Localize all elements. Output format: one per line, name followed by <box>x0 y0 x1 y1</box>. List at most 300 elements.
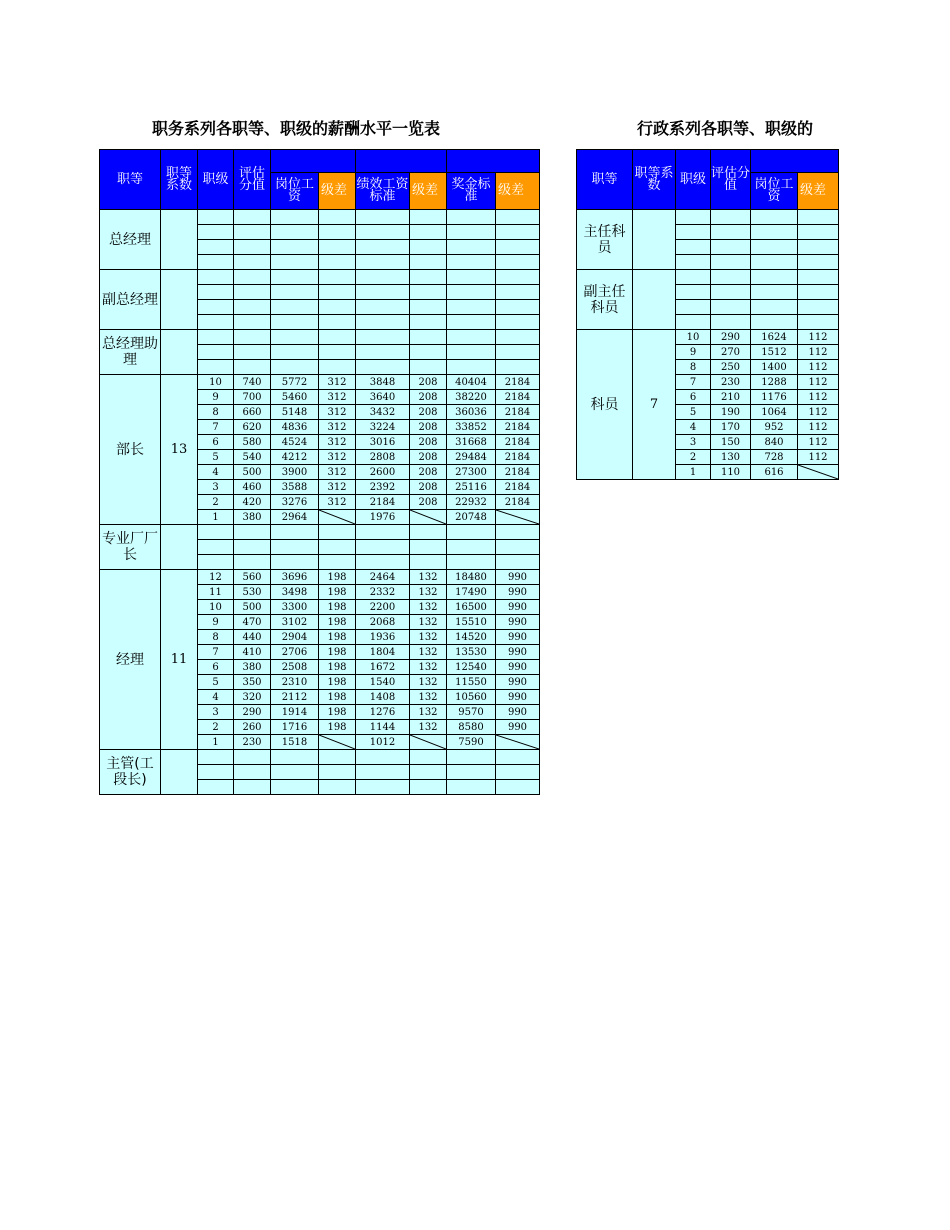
table-cell: 990 <box>496 690 540 705</box>
table-cell: 9570 <box>447 705 496 720</box>
table-cell <box>319 780 356 795</box>
table-cell <box>410 345 447 360</box>
diagonal-slash-icon <box>410 510 446 524</box>
table-cell: 2184 <box>496 495 540 510</box>
table-cell: 31668 <box>447 435 496 450</box>
table-cell: 132 <box>410 585 447 600</box>
table-cell: 1716 <box>271 720 319 735</box>
table-cell <box>410 270 447 285</box>
table-cell: 20748 <box>447 510 496 525</box>
table-cell: 112 <box>798 450 839 465</box>
table-cell <box>676 300 711 315</box>
table-cell: 2068 <box>356 615 410 630</box>
table-cell: 2332 <box>356 585 410 600</box>
table-cell <box>447 360 496 375</box>
header-perf-group <box>356 150 447 173</box>
table-cell: 1914 <box>271 705 319 720</box>
table-cell: 210 <box>711 390 751 405</box>
table-cell: 198 <box>319 675 356 690</box>
table-cell: 15510 <box>447 615 496 630</box>
table-cell: 198 <box>319 705 356 720</box>
table-cell <box>319 765 356 780</box>
table-cell: 112 <box>798 360 839 375</box>
table-cell: 1804 <box>356 645 410 660</box>
table-cell <box>356 345 410 360</box>
header-post-diff: 级差 <box>798 173 839 210</box>
table-cell: 1408 <box>356 690 410 705</box>
table-cell <box>798 210 839 225</box>
table-cell <box>447 345 496 360</box>
table-cell: 1540 <box>356 675 410 690</box>
table-cell: 1012 <box>356 735 410 750</box>
table-cell: 9 <box>198 615 234 630</box>
table-cell: 198 <box>319 570 356 585</box>
grade-name-cell: 总经理助理 <box>100 330 161 375</box>
grade-coef-cell: 7 <box>633 330 676 480</box>
table-cell: 312 <box>319 375 356 390</box>
table-cell: 2392 <box>356 480 410 495</box>
table-cell: 132 <box>410 660 447 675</box>
table-cell: 312 <box>319 495 356 510</box>
table-cell <box>751 255 798 270</box>
table-cell <box>751 300 798 315</box>
table-cell <box>410 285 447 300</box>
table-cell <box>447 765 496 780</box>
table-cell: 270 <box>711 345 751 360</box>
grade-coef-cell <box>161 210 198 270</box>
header-post-group <box>751 150 839 173</box>
table-cell <box>447 240 496 255</box>
table-cell <box>447 210 496 225</box>
table-cell: 3276 <box>271 495 319 510</box>
table-cell <box>410 225 447 240</box>
table-cell <box>234 240 271 255</box>
table-cell: 990 <box>496 645 540 660</box>
grade-coef-cell <box>161 330 198 375</box>
table-cell: 616 <box>751 465 798 480</box>
table-cell <box>751 270 798 285</box>
table-cell: 580 <box>234 435 271 450</box>
table-cell: 6 <box>198 435 234 450</box>
table-cell <box>798 240 839 255</box>
grade-coef-cell <box>161 750 198 795</box>
table-cell <box>234 525 271 540</box>
table-cell <box>751 315 798 330</box>
table-cell <box>198 330 234 345</box>
table-cell <box>711 315 751 330</box>
grade-coef-cell <box>161 270 198 330</box>
table-cell: 112 <box>798 330 839 345</box>
table-cell <box>234 225 271 240</box>
header-post-group <box>271 150 356 173</box>
diagonal-slash-icon <box>319 735 355 749</box>
header-bonus-group <box>447 150 540 173</box>
table-cell <box>711 210 751 225</box>
table-cell: 2184 <box>496 375 540 390</box>
table-cell <box>410 765 447 780</box>
table-cell: 208 <box>410 405 447 420</box>
table-cell <box>410 780 447 795</box>
table-cell: 198 <box>319 690 356 705</box>
table-cell: 2184 <box>496 450 540 465</box>
table-cell <box>496 240 540 255</box>
table-cell: 990 <box>496 630 540 645</box>
table-cell: 230 <box>711 375 751 390</box>
table-cell: 132 <box>410 630 447 645</box>
table-cell: 198 <box>319 630 356 645</box>
table-cell: 17490 <box>447 585 496 600</box>
table-cell: 2964 <box>271 510 319 525</box>
table-cell <box>234 210 271 225</box>
table-cell: 14520 <box>447 630 496 645</box>
diagonal-slash-icon <box>798 465 838 479</box>
table-cell <box>410 330 447 345</box>
header-post-wage: 岗位工资 <box>751 173 798 210</box>
table-cell: 150 <box>711 435 751 450</box>
table-cell <box>234 315 271 330</box>
table-cell <box>496 255 540 270</box>
header-grade: 职等 <box>100 150 161 210</box>
table-cell <box>496 345 540 360</box>
header-level: 职级 <box>676 150 711 210</box>
table-cell <box>319 285 356 300</box>
table-cell <box>271 525 319 540</box>
table-cell <box>234 270 271 285</box>
table-cell <box>410 525 447 540</box>
table-cell: 112 <box>798 420 839 435</box>
table-cell <box>798 255 839 270</box>
table-cell <box>410 360 447 375</box>
grade-name-cell: 经理 <box>100 570 161 750</box>
table-cell: 700 <box>234 390 271 405</box>
table-cell <box>198 780 234 795</box>
table-cell <box>271 300 319 315</box>
table-cell: 2808 <box>356 450 410 465</box>
table-cell <box>496 735 540 750</box>
table-cell <box>271 765 319 780</box>
table-cell <box>798 225 839 240</box>
table-row <box>100 750 540 765</box>
table-cell: 380 <box>234 660 271 675</box>
table-cell <box>410 240 447 255</box>
table-cell: 3848 <box>356 375 410 390</box>
table-cell <box>410 315 447 330</box>
table-cell <box>198 285 234 300</box>
table-cell <box>410 555 447 570</box>
table-cell <box>319 345 356 360</box>
table-cell: 3432 <box>356 405 410 420</box>
diagonal-slash-icon <box>410 735 446 749</box>
grade-name-cell: 副总经理 <box>100 270 161 330</box>
grade-name-cell: 科员 <box>577 330 633 480</box>
table-cell: 132 <box>410 675 447 690</box>
table-cell <box>356 210 410 225</box>
table-cell: 990 <box>496 660 540 675</box>
table-cell <box>676 270 711 285</box>
table-cell <box>711 285 751 300</box>
grade-name-cell: 总经理 <box>100 210 161 270</box>
table-cell: 250 <box>711 360 751 375</box>
table-cell: 25116 <box>447 480 496 495</box>
grade-name-cell: 部长 <box>100 375 161 525</box>
table-cell: 312 <box>319 420 356 435</box>
table-cell <box>271 225 319 240</box>
table-cell: 8 <box>676 360 711 375</box>
table-cell: 1288 <box>751 375 798 390</box>
table-cell <box>676 225 711 240</box>
table-cell <box>496 510 540 525</box>
table-cell: 2 <box>676 450 711 465</box>
table-cell <box>198 765 234 780</box>
table-cell <box>234 780 271 795</box>
table-cell: 3102 <box>271 615 319 630</box>
table-cell: 8 <box>198 405 234 420</box>
table-cell: 38220 <box>447 390 496 405</box>
table-cell: 112 <box>798 435 839 450</box>
header-grade: 职等 <box>577 150 633 210</box>
table-cell: 1976 <box>356 510 410 525</box>
left-table-title: 职务系列各职等、职级的薪酬水平一览表 <box>152 119 441 138</box>
table-cell <box>496 285 540 300</box>
table-cell: 1518 <box>271 735 319 750</box>
table-cell <box>410 735 447 750</box>
table-cell: 290 <box>234 705 271 720</box>
table-cell: 500 <box>234 600 271 615</box>
table-cell <box>198 300 234 315</box>
table-cell <box>198 750 234 765</box>
table-cell: 5460 <box>271 390 319 405</box>
table-cell: 16500 <box>447 600 496 615</box>
table-cell <box>496 210 540 225</box>
table-cell: 952 <box>751 420 798 435</box>
table-cell: 132 <box>410 720 447 735</box>
table-cell <box>319 750 356 765</box>
table-cell <box>751 225 798 240</box>
table-cell: 2508 <box>271 660 319 675</box>
table-cell: 2184 <box>356 495 410 510</box>
table-cell: 320 <box>234 690 271 705</box>
table-cell: 840 <box>751 435 798 450</box>
table-cell <box>319 300 356 315</box>
table-cell: 3 <box>198 705 234 720</box>
table-cell <box>271 240 319 255</box>
table-cell: 540 <box>234 450 271 465</box>
table-cell <box>447 330 496 345</box>
table-cell <box>271 330 319 345</box>
table-cell: 312 <box>319 405 356 420</box>
table-cell: 4524 <box>271 435 319 450</box>
table-cell <box>496 330 540 345</box>
table-cell: 1176 <box>751 390 798 405</box>
table-cell <box>271 555 319 570</box>
table-cell <box>447 555 496 570</box>
table-cell: 380 <box>234 510 271 525</box>
table-cell: 5 <box>198 675 234 690</box>
table-cell <box>410 540 447 555</box>
table-cell <box>496 270 540 285</box>
diagonal-slash-icon <box>319 510 355 524</box>
table-cell: 1400 <box>751 360 798 375</box>
table-cell: 8 <box>198 630 234 645</box>
table-row <box>100 210 540 225</box>
table-cell <box>234 300 271 315</box>
table-cell <box>319 210 356 225</box>
table-cell <box>271 210 319 225</box>
table-cell: 2310 <box>271 675 319 690</box>
table-cell: 4 <box>198 690 234 705</box>
table-cell: 198 <box>319 720 356 735</box>
table-cell <box>271 285 319 300</box>
table-cell: 1672 <box>356 660 410 675</box>
table-cell <box>356 525 410 540</box>
table-cell: 190 <box>711 405 751 420</box>
admin-series-salary-table <box>576 149 839 480</box>
table-cell: 3588 <box>271 480 319 495</box>
table-cell <box>447 300 496 315</box>
table-cell <box>271 315 319 330</box>
table-cell <box>198 270 234 285</box>
table-cell <box>198 540 234 555</box>
table-cell: 990 <box>496 600 540 615</box>
table-cell <box>676 210 711 225</box>
table-cell: 460 <box>234 480 271 495</box>
table-cell <box>319 510 356 525</box>
table-cell: 290 <box>711 330 751 345</box>
table-cell: 198 <box>319 645 356 660</box>
table-cell <box>356 780 410 795</box>
table-cell: 198 <box>319 585 356 600</box>
header-perf: 绩效工资标准 <box>356 173 410 210</box>
table-cell <box>496 750 540 765</box>
table-cell: 3696 <box>271 570 319 585</box>
table-cell: 2184 <box>496 465 540 480</box>
table-cell: 990 <box>496 675 540 690</box>
table-cell <box>198 225 234 240</box>
table-cell <box>410 255 447 270</box>
table-cell <box>356 330 410 345</box>
table-cell <box>496 765 540 780</box>
table-cell: 11550 <box>447 675 496 690</box>
table-cell <box>271 750 319 765</box>
table-cell: 4212 <box>271 450 319 465</box>
table-cell <box>496 300 540 315</box>
table-cell <box>496 525 540 540</box>
table-cell: 132 <box>410 570 447 585</box>
table-cell: 2600 <box>356 465 410 480</box>
table-cell: 3016 <box>356 435 410 450</box>
table-cell <box>798 315 839 330</box>
table-cell <box>271 360 319 375</box>
table-cell: 8580 <box>447 720 496 735</box>
table-cell: 198 <box>319 615 356 630</box>
table-cell <box>356 240 410 255</box>
table-cell: 2184 <box>496 405 540 420</box>
table-cell <box>198 345 234 360</box>
table-cell <box>447 780 496 795</box>
table-cell <box>234 765 271 780</box>
table-cell: 1624 <box>751 330 798 345</box>
table-cell: 1 <box>198 735 234 750</box>
table-cell: 7 <box>676 375 711 390</box>
table-cell: 2464 <box>356 570 410 585</box>
table-cell <box>198 315 234 330</box>
table-cell: 410 <box>234 645 271 660</box>
table-cell <box>234 540 271 555</box>
table-cell <box>234 330 271 345</box>
table-cell <box>319 315 356 330</box>
table-cell: 12540 <box>447 660 496 675</box>
table-cell: 440 <box>234 630 271 645</box>
table-cell <box>447 540 496 555</box>
table-cell <box>198 255 234 270</box>
table-cell: 9 <box>676 345 711 360</box>
table-cell <box>711 300 751 315</box>
table-cell <box>198 360 234 375</box>
table-cell <box>447 255 496 270</box>
table-cell <box>447 285 496 300</box>
diagonal-slash-icon <box>496 735 539 749</box>
table-cell <box>234 555 271 570</box>
table-cell: 312 <box>319 465 356 480</box>
table-cell <box>447 315 496 330</box>
table-cell: 2 <box>198 720 234 735</box>
table-cell: 1512 <box>751 345 798 360</box>
table-cell: 33852 <box>447 420 496 435</box>
table-cell: 22932 <box>447 495 496 510</box>
grade-name-cell: 专业厂厂长 <box>100 525 161 570</box>
table-cell: 1144 <box>356 720 410 735</box>
table-cell <box>356 270 410 285</box>
header-eval: 评估分值 <box>234 150 271 210</box>
table-row <box>100 330 540 345</box>
table-cell <box>356 315 410 330</box>
table-cell: 3640 <box>356 390 410 405</box>
diagonal-slash-icon <box>496 510 539 524</box>
table-cell: 18480 <box>447 570 496 585</box>
table-cell: 350 <box>234 675 271 690</box>
table-cell: 990 <box>496 570 540 585</box>
header-post-diff: 级差 <box>319 173 356 210</box>
table-cell: 1 <box>198 510 234 525</box>
table-cell: 2200 <box>356 600 410 615</box>
table-row <box>100 270 540 285</box>
table-cell <box>356 750 410 765</box>
table-cell <box>319 555 356 570</box>
table-cell <box>410 750 447 765</box>
table-cell: 5148 <box>271 405 319 420</box>
table-cell: 2184 <box>496 480 540 495</box>
table-cell: 5 <box>198 450 234 465</box>
header-eval: 评估分值 <box>711 150 751 210</box>
table-cell <box>356 765 410 780</box>
grade-coef-cell: 13 <box>161 375 198 525</box>
table-cell: 728 <box>751 450 798 465</box>
table-cell: 29484 <box>447 450 496 465</box>
table-cell: 198 <box>319 600 356 615</box>
table-cell <box>319 225 356 240</box>
table-cell: 2112 <box>271 690 319 705</box>
table-cell <box>410 210 447 225</box>
table-cell: 13530 <box>447 645 496 660</box>
table-cell: 110 <box>711 465 751 480</box>
table-cell <box>751 210 798 225</box>
table-cell <box>676 285 711 300</box>
table-cell: 5772 <box>271 375 319 390</box>
table-cell: 1064 <box>751 405 798 420</box>
table-cell: 10 <box>198 375 234 390</box>
table-cell: 990 <box>496 585 540 600</box>
table-cell: 10560 <box>447 690 496 705</box>
